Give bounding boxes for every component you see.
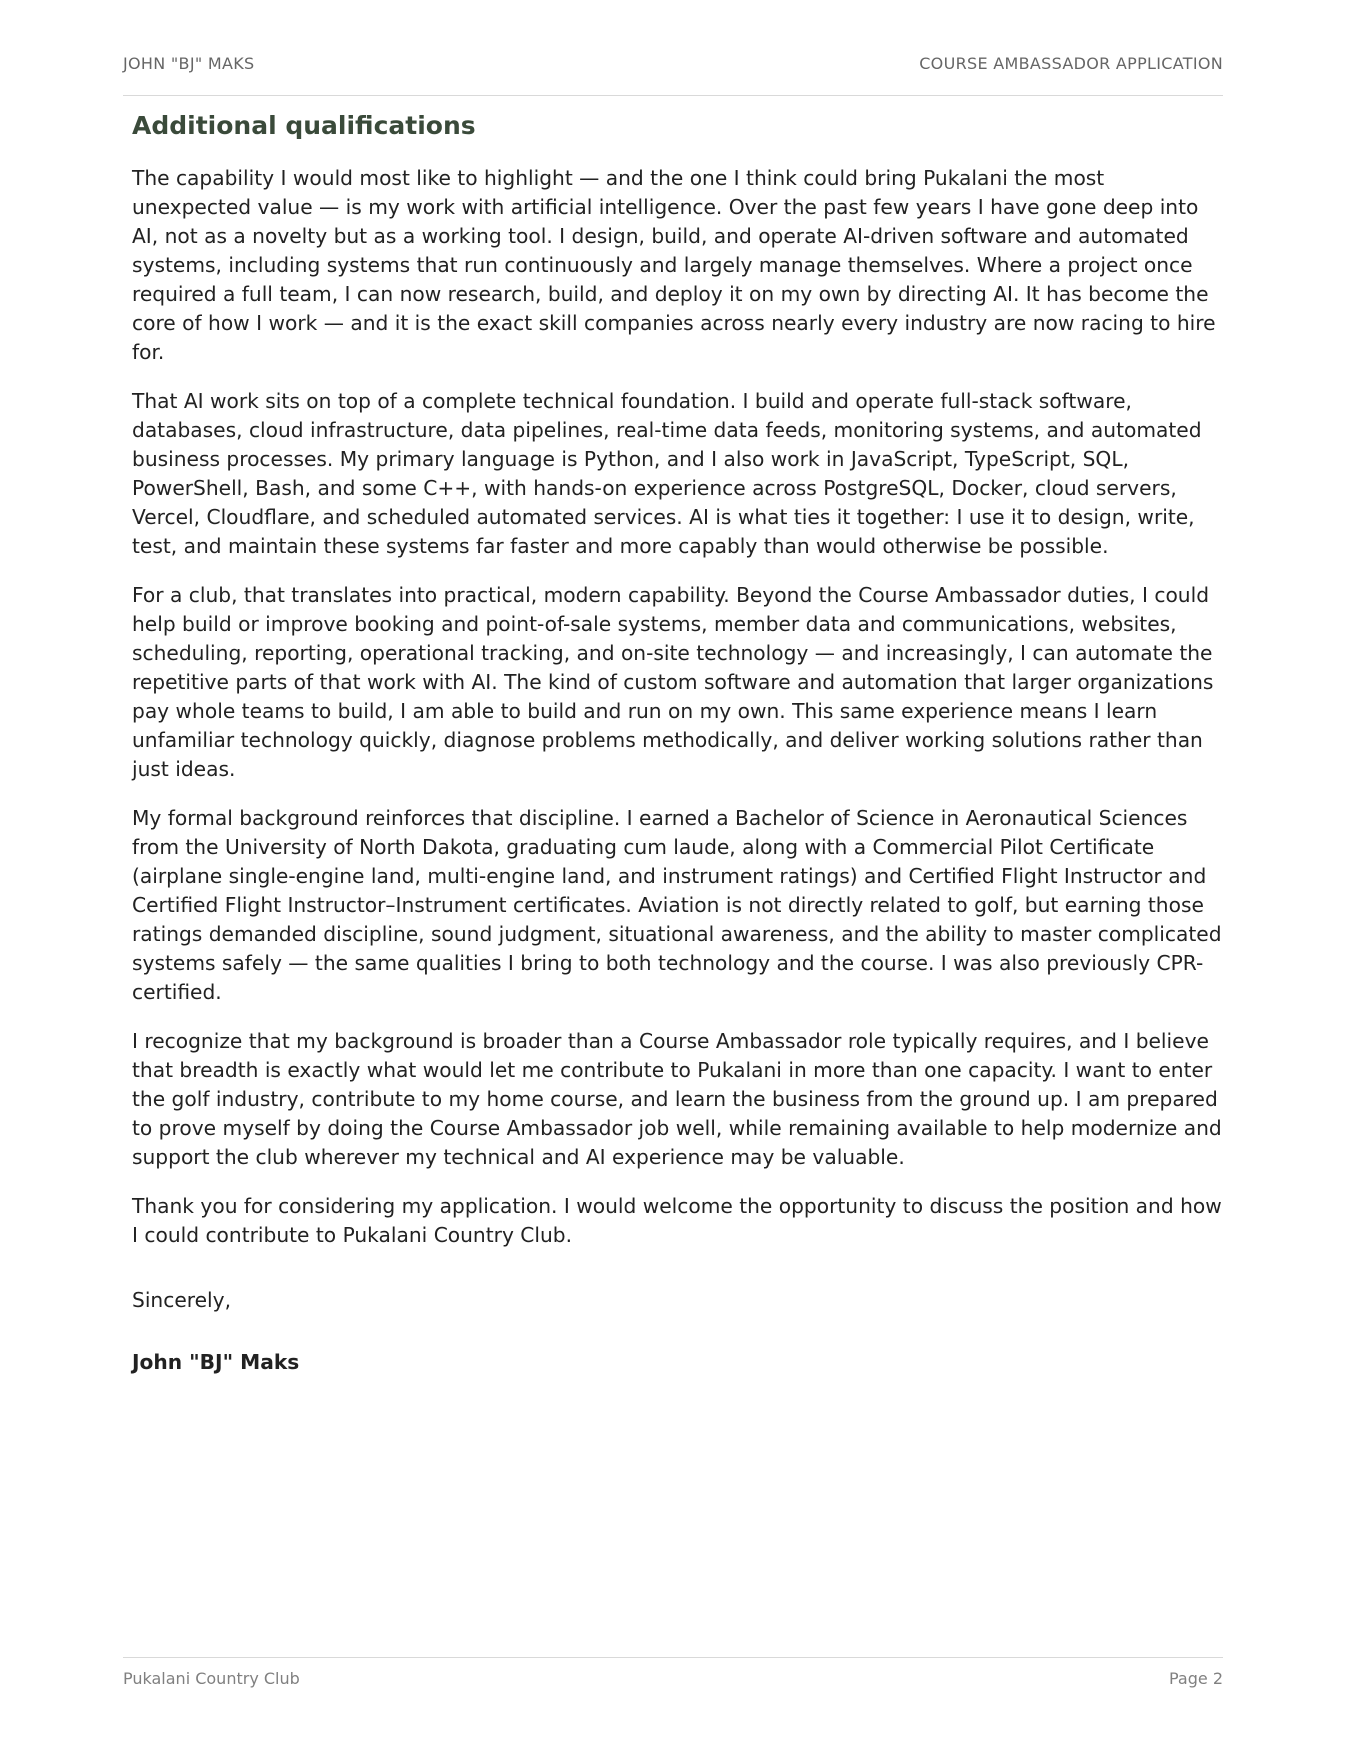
paragraph-technical-foundation: That AI work sits on top of a complete technical foundation. I build and operate full-stack software, databases, cloud infrastructure, data pipelines, real-time data feeds, monitoring systems, and automated business processes. My primary language is Python, and I also work in JavaScript, TypeScript, SQL, PowerShell, Bash, and some C++, with hands-on experience across PostgreSQL, Docker, cloud servers, Vercel, Cloudflare, and scheduled automated services. AI is what ties it together: I use it to design, write, test, and maintain these systems far faster and more capably than would otherwise be possible. bbox=[132, 389, 1202, 558]
paragraph-thank-you: Thank you for considering my application. I would welcome the opportunity to discuss the position and how I could contribute to Pukalani Country Club. bbox=[132, 1194, 1222, 1247]
signature-name: John "BJ" Maks bbox=[132, 1350, 300, 1374]
footer-page-number: Page 2 bbox=[1169, 1669, 1223, 1688]
header-document-title: COURSE AMBASSADOR APPLICATION bbox=[919, 54, 1223, 73]
header-author-name: JOHN "BJ" MAKS bbox=[123, 54, 255, 73]
paragraph-formal-background: My formal background reinforces that discipline. I earned a Bachelor of Science in Aeronautical Sciences from the University of North Dakota, graduating cum laude, along with a Commercial Pilot Certificate (airplane single-engine land, multi-engine land, and instrument ratings) and Certified Flight Instructor and Certified Flight Instructor–Instrument certificates. Aviation is not directly related to golf, but earning those ratings demanded discipline, sound judgment, situational awareness, and the ability to master complicated systems safely — the same qualities I bring to both technology and the course. I was also previously CPR-certified. bbox=[132, 806, 1222, 1004]
page-footer bbox=[123, 1657, 1223, 1697]
paragraph-club-capability: For a club, that translates into practical, modern capability. Beyond the Course Ambassador duties, I could help build or improve booking and point-of-sale systems, member data and communications, websites, scheduling, reporting, operational tracking, and on-site technology — and increasingly, I can automate the repetitive parts of that work with AI. The kind of custom software and automation that larger organizations pay whole teams to build, I am able to build and run on my own. This same experience means I learn unfamiliar technology quickly, diagnose problems methodically, and deliver working solutions rather than just ideas. bbox=[132, 583, 1214, 781]
letter-body bbox=[132, 110, 1222, 1377]
paragraph-ai-work: The capability I would most like to highlight — and the one I think could bring Pukalani the most unexpected value — is my work with artificial intelligence. Over the past few years I have gone deep into AI, not as a novelty but as a working tool. I design, build, and operate AI-driven software and automated systems, including systems that run continuously and largely manage themselves. Where a project once required a full team, I can now research, build, and deploy it on my own by directing AI. It has become the core of how I work — and it is the exact skill companies across nearly every industry are now racing to hire for. bbox=[132, 166, 1216, 364]
section-title: Additional qualifications bbox=[132, 111, 476, 140]
footer-club-name: Pukalani Country Club bbox=[123, 1669, 300, 1688]
page-header bbox=[123, 52, 1223, 96]
closing-salutation: Sincerely, bbox=[132, 1288, 231, 1312]
paragraph-broader-background: I recognize that my background is broader than a Course Ambassador role typically requires, and I believe that breadth is exactly what would let me contribute to Pukalani in more than one capacity. I want to enter the golf industry, contribute to my home course, and learn the business from the ground up. I am prepared to prove myself by doing the Course Ambassador job well, while remaining available to help modernize and support the club wherever my technical and AI experience may be valuable. bbox=[132, 1029, 1222, 1169]
